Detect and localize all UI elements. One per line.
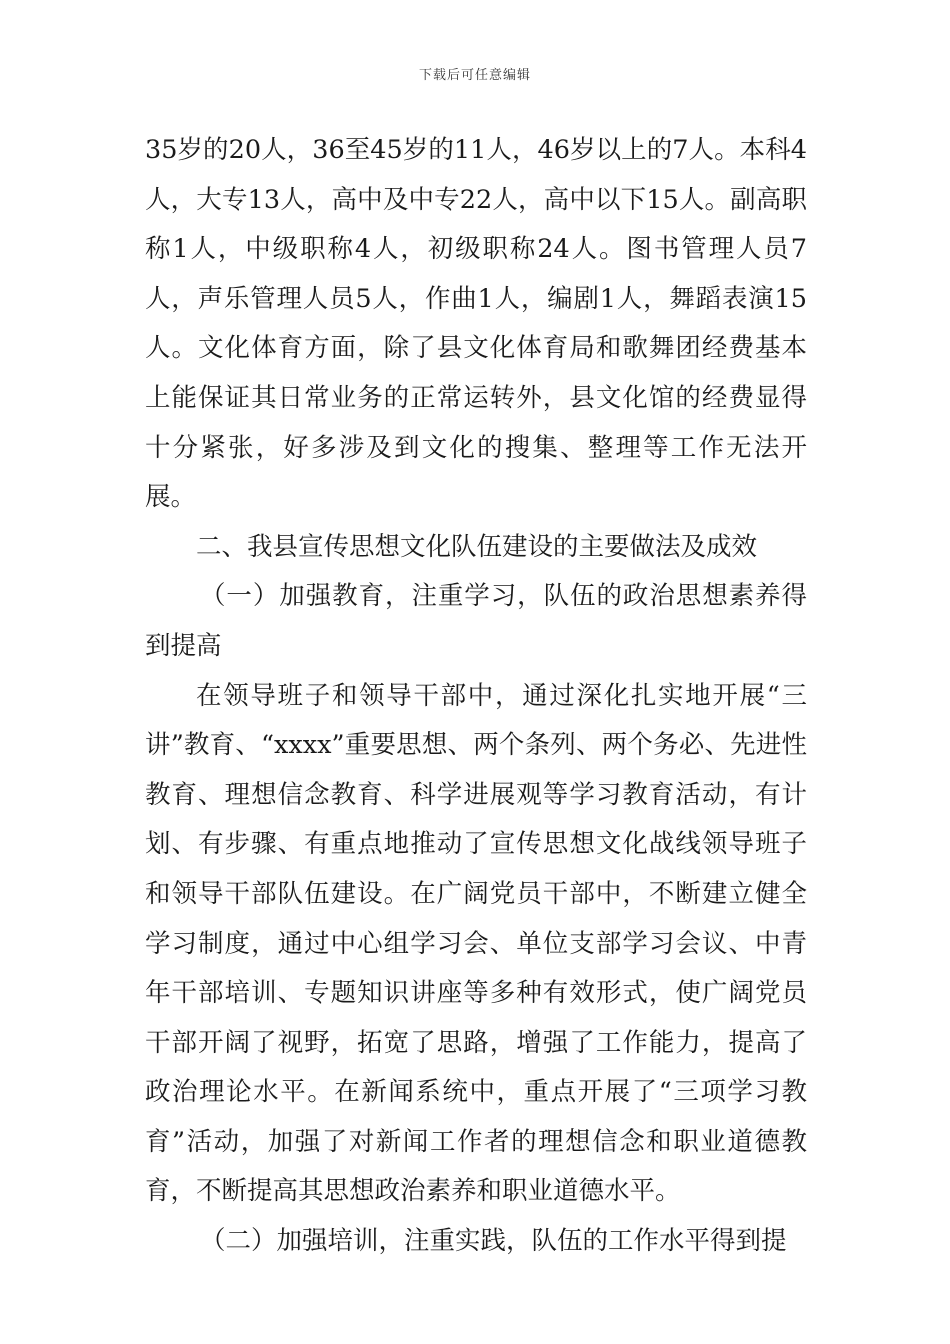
paragraph-statistics: 35岁的20人，36至45岁的11人，46岁以上的7人。本科4人，大专13人，高中及中专22人，高中以下15人。副高职称1人，中级职称4人，初级职称24人。图书管理人员7人，声乐管理人员5人，作曲1人，编剧1人，舞蹈表演15人。文化体育方面，除了县文化体育局和歌舞团经费基本上能保证其日常业务的正常运转外，县文化馆的经费显得十分紧张，好多涉及到文化的搜集、整理等工作无法开展。 <box>145 135 807 513</box>
subsection-heading-two: （二）加强培训，注重实践，队伍的工作水平得到提 <box>200 1226 787 1257</box>
paragraph-education: 在领导班子和领导干部中，通过深化扎实地开展“三讲”教育、“xxxx”重要思想、两个条列、两个务必、先进性教育、理想信念教育、科学进展观等学习教育活动，有计划、有步骤、有重点地推动了宣传思想文化战线领导班子和领导干部队伍建设。在广阔党员干部中，不断建立健全学习制度，通过中心组学习会、单位支部学习会议、中青年干部培训、专题知识讲座等多种有效形式，使广阔党员干部开阔了视野，拓宽了思路，增强了工作能力，提高了政治理论水平。在新闻系统中，重点开展了“三项学习教育”活动，加强了对新闻工作者的理想信念和职业道德教育，不断提高其思想政治素养和职业道德水平。 <box>145 680 807 1207</box>
document-body <box>145 126 807 1267</box>
subsection-heading-one: （一）加强教育，注重学习，队伍的政治思想素养得到提高 <box>145 581 807 661</box>
section-heading-two: 二、我县宣传思想文化队伍建设的主要做法及成效 <box>196 531 758 562</box>
page-header: 下载后可任意编辑 <box>418 68 531 83</box>
